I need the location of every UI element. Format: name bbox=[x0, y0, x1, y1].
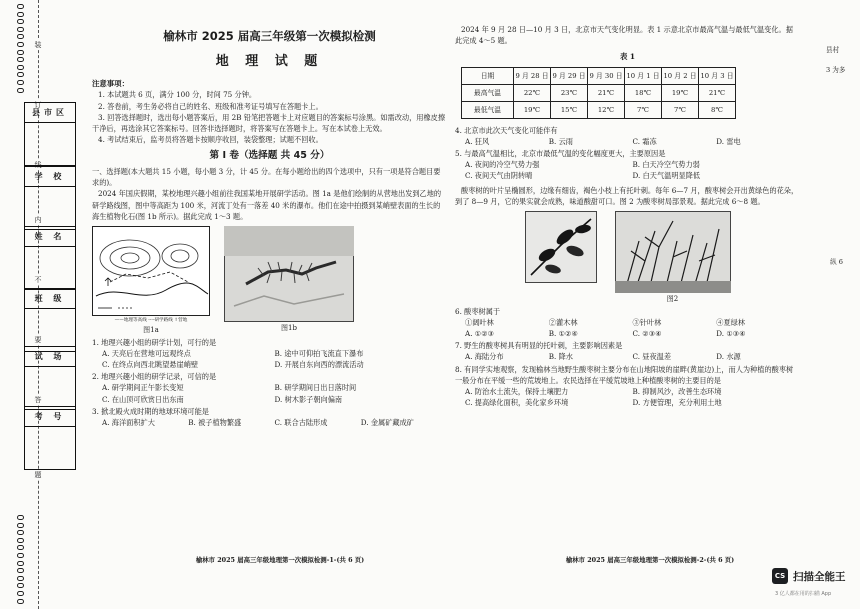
question-stem: 7. 野生的酸枣树具有明显的托叶刺，主要影响因素是 bbox=[455, 341, 623, 351]
question-stem: 4. 北京市此次天气变化可能伴有 bbox=[455, 125, 558, 135]
punch-hole bbox=[17, 80, 24, 85]
punch-hole bbox=[17, 568, 24, 573]
option-d[interactable]: D. 金属矿藏成矿 bbox=[360, 417, 414, 427]
punch-hole bbox=[17, 515, 24, 520]
punch-hole bbox=[17, 553, 24, 558]
statement-4: ④夏绿林 bbox=[716, 317, 746, 327]
option-c[interactable]: C. 提高绿化面积，美化家乡环境 bbox=[465, 397, 569, 407]
option-d[interactable]: D. ①③④ bbox=[716, 329, 746, 339]
punch-hole bbox=[17, 599, 24, 604]
option-c[interactable]: C. 在终点向西北眺望悬崖峭壁 bbox=[102, 360, 199, 370]
figure-2-row bbox=[455, 211, 800, 305]
question-8 bbox=[455, 364, 800, 409]
notice-item: 1. 本试题共 6 页，满分 100 分，时间 75 分钟。 bbox=[98, 90, 257, 100]
option-b[interactable]: B. 研学期间日出日落时间 bbox=[274, 383, 357, 393]
option-d[interactable]: D. 雷电 bbox=[716, 136, 741, 146]
statement-3: ③针叶林 bbox=[632, 317, 662, 327]
table-cell: 21℃ bbox=[699, 84, 736, 101]
school-label: 学 校 bbox=[25, 167, 75, 187]
question-5 bbox=[455, 148, 800, 181]
scanner-tagline: 3 亿人都在用的扫描 App bbox=[775, 591, 832, 597]
punch-holes-bottom bbox=[14, 515, 28, 604]
punch-hole bbox=[17, 42, 24, 47]
option-c[interactable]: C. ②③④ bbox=[632, 329, 662, 339]
cut-line-char: 答 bbox=[34, 396, 42, 404]
option-b[interactable]: B. 降水 bbox=[548, 352, 573, 362]
section-title: 第 Ⅰ 卷（选择题 共 45 分） bbox=[209, 150, 330, 162]
cut-line-char: 订 bbox=[34, 101, 42, 109]
table-cell: 15℃ bbox=[551, 101, 588, 118]
exam-subject: 地 理 试 题 bbox=[215, 53, 324, 69]
table-caption: 表 1 bbox=[619, 52, 636, 62]
option-c[interactable]: C. 在山顶可欣赏日出东南 bbox=[102, 394, 184, 404]
option-b[interactable]: B. 白天冷空气势力弱 bbox=[632, 160, 700, 170]
edge-note: 县村 bbox=[826, 46, 840, 54]
notice-heading: 注意事项： bbox=[92, 78, 129, 88]
punch-hole bbox=[17, 538, 24, 543]
cut-line-char: 内 bbox=[34, 216, 42, 224]
edge-note: 3 为多 bbox=[826, 66, 846, 74]
table-cell: 22℃ bbox=[514, 84, 551, 101]
cut-line-char: 不 bbox=[34, 276, 42, 284]
county-label: 县市区 bbox=[25, 103, 75, 123]
punch-hole bbox=[17, 27, 24, 32]
passage-3: 酸枣树的叶片呈椭圆形，边缘有细齿，褐色小枝上有托叶刺。每年 6—7 月，酸枣树会开出黄绿色的花朵，到了 8—9 月，它的果实就会成熟，味道酸甜可口。图 2 为酸枣树局部景观。据此完成 6～8 题。 bbox=[455, 185, 799, 206]
figure-2 bbox=[615, 211, 731, 305]
exam-number-box[interactable] bbox=[24, 406, 76, 470]
punch-hole bbox=[17, 34, 24, 39]
question-2 bbox=[92, 371, 447, 404]
figure-1b bbox=[224, 226, 354, 336]
table-header-cell: 10 月 1 日 bbox=[625, 67, 662, 84]
figure-1a bbox=[92, 226, 210, 336]
figure-1b-caption: 图1b bbox=[281, 323, 297, 332]
right-page-footer: 榆林市 2025 届高三年级地理第一次模拟检测-2-(共 6 页) bbox=[565, 556, 735, 564]
question-6 bbox=[455, 306, 800, 339]
school-box[interactable] bbox=[24, 166, 76, 230]
option-d[interactable]: D. 开展自东向西的漂流活动 bbox=[274, 360, 364, 370]
option-a[interactable]: A. ①②③ bbox=[465, 329, 495, 339]
option-b[interactable]: B. ①②④ bbox=[548, 329, 578, 339]
punch-hole bbox=[17, 19, 24, 24]
table-header-cell: 10 月 3 日 bbox=[699, 67, 736, 84]
notice-item: 2. 答卷前，考生务必将自己的姓名、班级和准考证号填写在答题卡上。 bbox=[98, 101, 323, 111]
option-a[interactable]: A. 夜间的冷空气势力强 bbox=[465, 160, 540, 170]
name-label: 姓 名 bbox=[25, 227, 75, 247]
statement-2: ②灌木林 bbox=[548, 317, 578, 327]
punch-hole bbox=[17, 583, 24, 588]
name-box[interactable] bbox=[24, 226, 76, 290]
table-cell: 19℃ bbox=[662, 84, 699, 101]
table-cell: 最高气温 bbox=[462, 84, 514, 101]
punch-hole bbox=[17, 4, 24, 9]
table-cell: 23℃ bbox=[551, 84, 588, 101]
question-stem: 2. 地理兴趣小组的研学记录，可信的是 bbox=[92, 372, 217, 382]
question-stem: 8. 有同学实地观察，发现榆林当地野生酸枣树主要分布在山地阳坡的崖畔(黄崖边)上，而人为种植的酸枣树一般分布在平缓一些的荒坡地上。农民选择在平缓荒坡地上种植酸枣树的主要目的是 bbox=[455, 364, 794, 385]
option-a[interactable]: A. 狂风 bbox=[465, 136, 490, 146]
punch-hole bbox=[17, 561, 24, 566]
option-a[interactable]: A. 海洋面积扩大 bbox=[102, 417, 155, 427]
question-stem: 6. 酸枣树属于 bbox=[455, 306, 501, 316]
temperature-table bbox=[461, 67, 736, 119]
option-b[interactable]: B. 被子植物繁盛 bbox=[188, 417, 242, 427]
punch-hole bbox=[17, 65, 24, 70]
table-header-cell: 10 月 2 日 bbox=[662, 67, 699, 84]
scanner-watermark bbox=[772, 568, 846, 584]
table-header-row bbox=[462, 67, 736, 84]
notice-item: 3. 回答选择题时，选出每小题答案后，用 2B 铅笔把答题卡上对应题目的答案标号涂黑。如需改动，用橡皮擦干净后，再选涂其它答案标号。回答非选择题时，将答案写在答题卡上。写在本试卷上无效。 bbox=[92, 112, 446, 133]
jujube-shrub-photo bbox=[615, 211, 731, 293]
edge-note: 纵 6 bbox=[830, 258, 843, 266]
notice-item: 4. 考试结束后，监考员将答题卡按顺序收回，装袋整理；试题不回收。 bbox=[98, 135, 323, 145]
class-box[interactable] bbox=[24, 288, 76, 352]
table-header-cell: 9 月 30 日 bbox=[588, 67, 625, 84]
punch-hole bbox=[17, 88, 24, 93]
table-cell: 7℃ bbox=[625, 101, 662, 118]
left-page-footer: 榆林市 2025 届高三年级地理第一次模拟检测-1-(共 6 页) bbox=[195, 556, 365, 564]
question-4 bbox=[455, 125, 800, 147]
table-row bbox=[462, 101, 736, 118]
fossil-photo bbox=[224, 226, 354, 322]
question-stem: 5. 与最高气温相比，北京市最低气温的变化幅度更大，主要原因是 bbox=[455, 149, 666, 159]
option-a[interactable]: A. 防治水土流失，保持土壤肥力 bbox=[465, 386, 569, 396]
punch-hole bbox=[17, 523, 24, 528]
camscanner-logo-icon: CS bbox=[772, 568, 788, 584]
option-b[interactable]: B. 抑制风沙，改善生态环境 bbox=[632, 386, 722, 396]
statement-1: ①阔叶林 bbox=[465, 317, 494, 327]
county-box[interactable] bbox=[24, 102, 76, 166]
option-d[interactable]: D. 树木影子朝向偏南 bbox=[274, 394, 343, 404]
figure-1a-legend: ——地理等高线 ----研学路线 ↑营地 bbox=[114, 317, 188, 323]
table-header-cell: 9 月 28 日 bbox=[514, 67, 551, 84]
table-header-cell: 日期 bbox=[462, 67, 514, 84]
table-cell: 18℃ bbox=[625, 84, 662, 101]
figure-1a-caption: 图1a bbox=[143, 325, 159, 334]
question-1 bbox=[92, 337, 447, 370]
punch-hole bbox=[17, 545, 24, 550]
option-d[interactable]: D. 方便管理，充分利用土地 bbox=[632, 397, 722, 407]
binding-column bbox=[0, 0, 90, 609]
punch-holes-top bbox=[14, 4, 28, 93]
table-cell: 7℃ bbox=[662, 101, 699, 118]
cut-line-char: 线 bbox=[34, 161, 42, 169]
punch-hole bbox=[17, 591, 24, 596]
question-stem: 1. 地理兴趣小组的研学计划，可行的是 bbox=[92, 337, 217, 347]
punch-hole bbox=[17, 576, 24, 581]
cut-line-char: 题 bbox=[34, 471, 42, 479]
question-7 bbox=[455, 340, 800, 362]
figure-1-row bbox=[92, 226, 447, 336]
option-a[interactable]: A. 海陆分布 bbox=[465, 352, 504, 362]
cut-line-char: 要 bbox=[34, 336, 42, 344]
table-cell: 21℃ bbox=[588, 84, 625, 101]
class-label: 班 级 bbox=[25, 289, 75, 309]
section-intro: 一、选择题(本大题共 15 小题，每小题 3 分，计 45 分。在每小题给出的四个选项中，只有一项是符合题目要求的)。 bbox=[92, 167, 441, 188]
table-row bbox=[462, 84, 736, 101]
punch-hole bbox=[17, 530, 24, 535]
table-cell: 最低气温 bbox=[462, 101, 514, 118]
passage-1: 2024 年国庆假期，某校地理兴趣小组前往我国某地开展研学活动。图 1a 是他们绘制的从营地出发到乙地的研学路线图，图中等高距为 100 米，河流丁处有一落差 40 米的瀑布。他们在途中拍摄到某峭壁表面的生长的海生植物化石(图 1b 所示)。据此完成 1～3 题。 bbox=[92, 189, 442, 221]
jujube-leaf-photo bbox=[525, 211, 597, 283]
punch-hole bbox=[17, 12, 24, 17]
question-stem: 3. 掀北殿火成时期的地球环境可能是 bbox=[92, 406, 209, 416]
exam-room-box[interactable] bbox=[24, 346, 76, 410]
cut-line-char: 装 bbox=[34, 41, 42, 49]
option-d[interactable]: D. 白天气温明显降低 bbox=[632, 171, 701, 181]
exam-title: 榆林市 2025 届高三年级第一次模拟检测 bbox=[163, 29, 376, 43]
option-d[interactable]: D. 水源 bbox=[716, 352, 741, 362]
right-page bbox=[455, 24, 800, 408]
exam-room-label: 试 场 bbox=[25, 347, 75, 367]
question-3 bbox=[92, 406, 447, 428]
option-c[interactable]: C. 霜冻 bbox=[632, 136, 657, 146]
table-header-cell: 9 月 29 日 bbox=[551, 67, 588, 84]
punch-hole bbox=[17, 72, 24, 77]
option-a[interactable]: A. 天亮后在营地可远观终点 bbox=[102, 348, 191, 358]
punch-hole bbox=[17, 50, 24, 55]
punch-hole bbox=[17, 57, 24, 62]
option-c[interactable]: C. 联合古陆形成 bbox=[274, 417, 328, 427]
figure-2-caption: 图2 bbox=[666, 294, 679, 303]
passage-2: 2024 年 9 月 28 日—10 月 3 日，北京市天气变化明显。表 1 示意北京市最高气温与最低气温变化。据此完成 4～5 题。 bbox=[455, 25, 793, 46]
table-cell: 8℃ bbox=[699, 101, 736, 118]
table-cell: 19℃ bbox=[514, 101, 551, 118]
table-cell: 12℃ bbox=[588, 101, 625, 118]
option-c[interactable]: C. 昼夜温差 bbox=[632, 352, 672, 362]
exam-number-label: 考 号 bbox=[25, 407, 75, 427]
option-a[interactable]: A. 研学期间正午影长变短 bbox=[102, 383, 184, 393]
option-c[interactable]: C. 夜间天气由阴转晴 bbox=[465, 171, 533, 181]
contour-map-image bbox=[92, 226, 210, 316]
option-b[interactable]: B. 云雨 bbox=[548, 136, 573, 146]
left-page bbox=[92, 24, 447, 428]
option-b[interactable]: B. 途中可仰拍飞流直下瀑布 bbox=[274, 348, 364, 358]
scanner-app-name: 扫描全能王 bbox=[793, 570, 846, 583]
